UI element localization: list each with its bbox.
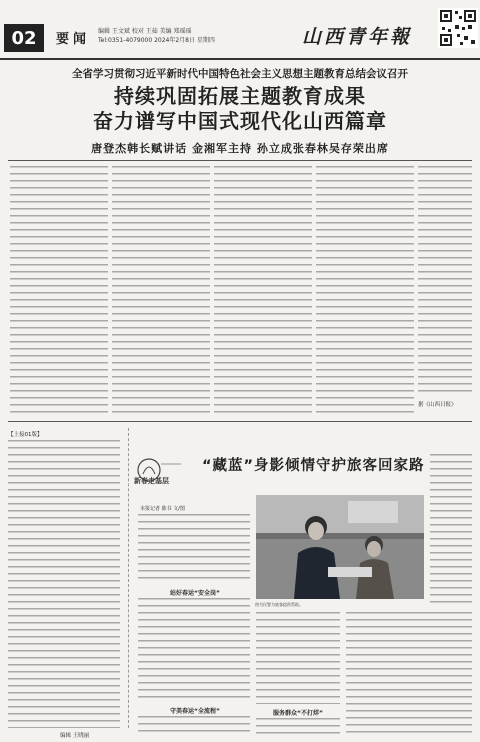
feature-subhead-3: 服务群众“不打烊” [273, 710, 323, 717]
feature-body-column [138, 598, 250, 702]
headline-line-2: 奋力谱写中国式现代化山西篇章 [93, 109, 387, 133]
feature-headline: “藏蓝”身影倾情守护旅客回家路 [202, 458, 425, 474]
column-badge: 新春走基层 [134, 477, 169, 485]
divider [8, 160, 472, 161]
column-badge-icon [135, 452, 185, 498]
page-number: 02 [4, 24, 44, 52]
lead-body-column [418, 166, 472, 394]
lead-kicker: 全省学习贯彻习近平新时代中国特色社会主义思想主题教育总结会议召开 [72, 68, 408, 80]
feature-photo [256, 495, 424, 599]
lead-body-column [10, 166, 108, 416]
lead-body-column [112, 166, 210, 416]
lead-body-column [316, 166, 414, 416]
date-line: Tel:0351-4079000 2024年2月8日 星期四 [98, 37, 215, 44]
continuation-tag: 【上接01版】 [8, 432, 43, 438]
page-editor-sign: 编辑 王晓丽 [60, 733, 90, 739]
lead-headline [0, 84, 480, 134]
feature-byline: 本报记者 陈书 文/图 [140, 506, 185, 512]
feature-body-column [256, 612, 340, 704]
lead-credit: 据《山西日报》 [418, 402, 457, 408]
lead-body-column [214, 166, 312, 416]
lead-subheadline: 唐登杰韩长赋讲话 金湘军主持 孙立成张春林吴存荣出席 [91, 142, 389, 155]
feature-body-column [256, 718, 340, 736]
editor-line: 编辑 王文斌 校对 王茹 美编 郑瑶瑶 [98, 28, 192, 35]
feature-body-column [138, 514, 250, 582]
feature-body-column [430, 454, 472, 604]
section-name: 要闻 [56, 32, 91, 47]
feature-body-column [138, 716, 250, 736]
paper-logo: 山西青年報 [302, 26, 413, 48]
divider [8, 421, 472, 422]
photo-caption: 图为民警为旅客提供帮助。 [255, 602, 303, 607]
feature-body-column [346, 612, 472, 736]
feature-subhead-2: 守美春运“全流程” [170, 708, 220, 715]
feature-subhead-1: 站好春运“安全岗” [170, 590, 220, 597]
editor-meta [98, 27, 215, 45]
side-body-column [8, 440, 120, 728]
qr-code-icon [438, 8, 478, 48]
headline-line-1: 持续巩固拓展主题教育成果 [114, 84, 366, 108]
